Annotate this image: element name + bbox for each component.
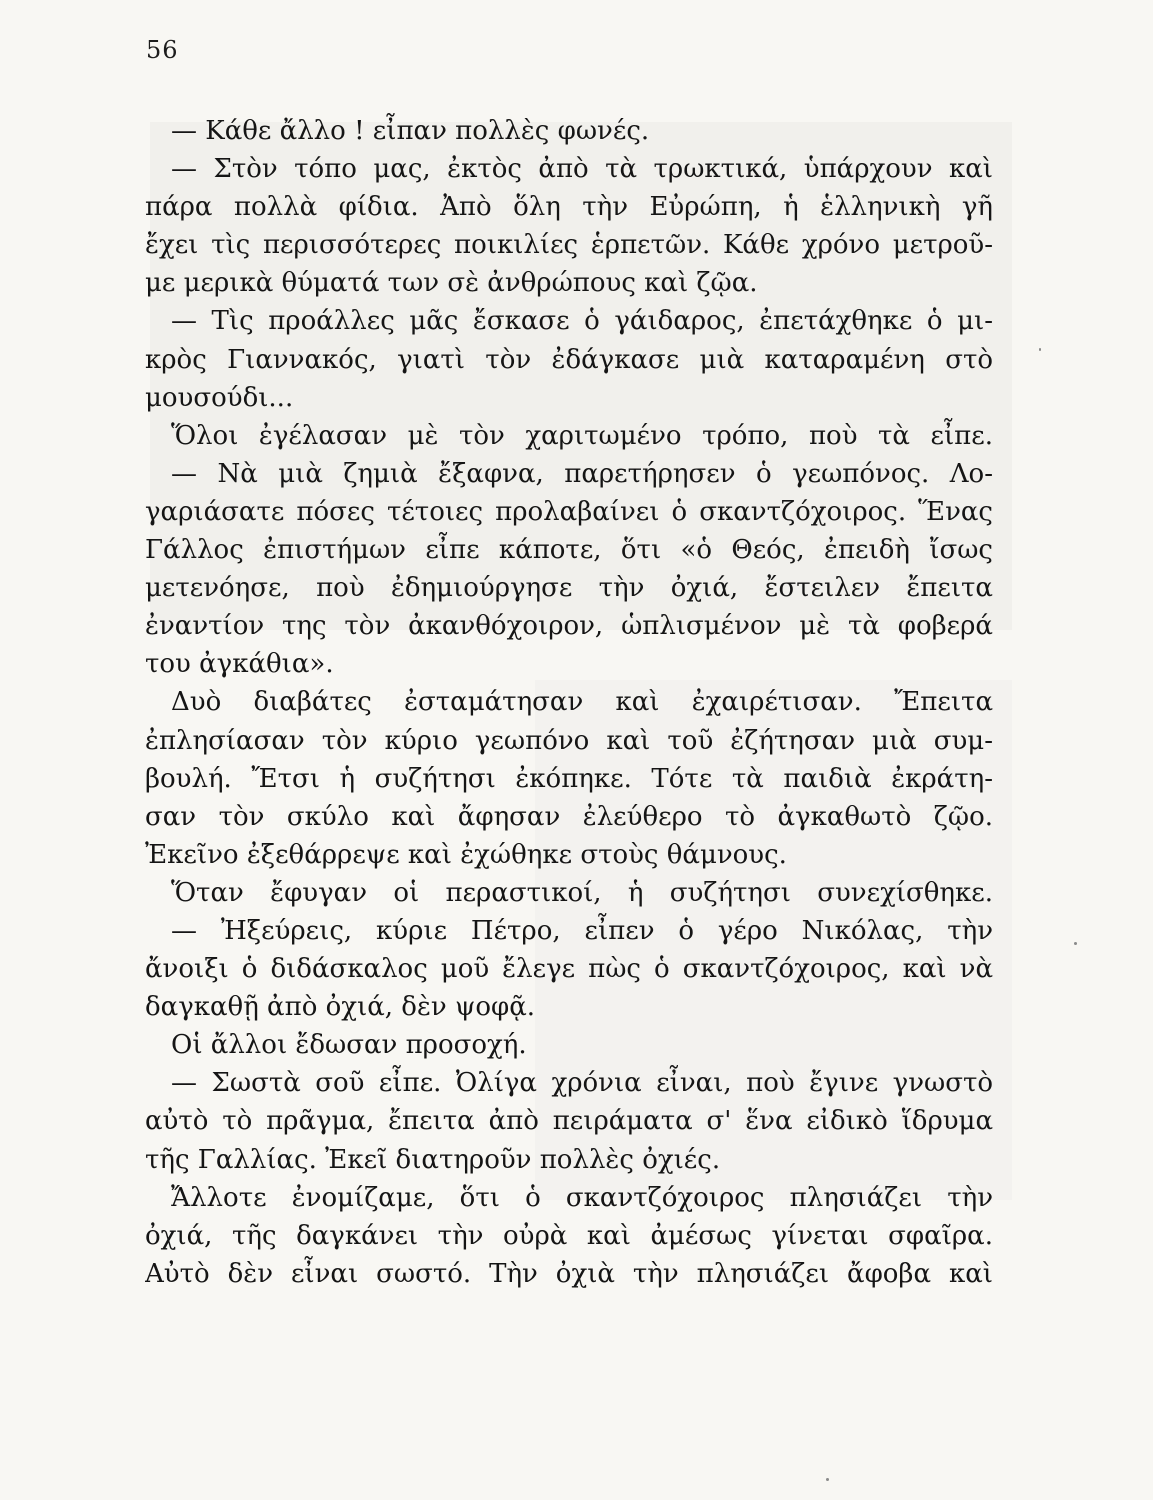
text-line: Ὅλοι ἐγέλασαν μὲ τὸν χαριτωμένο τρόπο, ποὺ τὰ εἶπε.: [171, 420, 993, 451]
text-line: ὀχιά, τῆς δαγκάνει τὴν οὐρὰ καὶ ἀμέσως γίνεται σφαῖρα.: [145, 1220, 993, 1251]
text-line: γαριάσατε πόσες τέτοιες προλαβαίνει ὁ σκαντζόχοιρος. Ἕνας: [145, 496, 993, 527]
text-line: μετενόησε, ποὺ ἐδημιούργησε τὴν ὀχιά, ἔστειλεν ἔπειτα: [145, 573, 993, 604]
text-line: σαν τὸν σκύλο καὶ ἄφησαν ἐλεύθερο τὸ ἀγκαθωτὸ ζῷο.: [145, 801, 993, 832]
text-line: — Τὶς προάλλες μᾶς ἔσκασε ὁ γάιδαρος, ἐπετάχθηκε ὁ μι-: [171, 306, 993, 337]
text-line: Ἄλλοτε ἐνομίζαμε, ὅτι ὁ σκαντζόχοιρος πλησιάζει τὴν: [171, 1182, 993, 1213]
text-line: κρὸς Γιαννακός, γιατὶ τὸν ἐδάγκασε μιὰ καταραμένη στὸ: [145, 344, 993, 375]
stray-mark: [826, 1478, 829, 1481]
text-line: δαγκαθῇ ἀπὸ ὀχιά, δὲν ψοφᾷ.: [145, 992, 536, 1023]
stray-mark: [1039, 348, 1041, 351]
text-line: ἐναντίον της τὸν ἀκανθόχοιρον, ὡπλισμένον μὲ τὰ φοβερά: [145, 611, 993, 642]
text-line: Ἐκεῖνο ἐξεθάρρεψε καὶ ἐχώθηκε στοὺς θάμνους.: [145, 839, 787, 870]
body-text: [145, 112, 993, 1293]
text-line: ἄνοιξι ὁ διδάσκαλος μοῦ ἔλεγε πὼς ὁ σκαντζόχοιρος, καὶ νὰ: [145, 954, 993, 985]
text-line: — Νὰ μιὰ ζημιὰ ἔξαφνα, παρετήρησεν ὁ γεωπόνος. Λο-: [171, 458, 993, 489]
text-line: ἐπλησίασαν τὸν κύριο γεωπόνο καὶ τοῦ ἐζήτησαν μιὰ συμ-: [145, 725, 993, 756]
text-line: με μερικὰ θύματά των σὲ ἀνθρώπους καὶ ζῷα.: [145, 268, 758, 299]
text-line: Δυὸ διαβάτες ἐσταμάτησαν καὶ ἐχαιρέτισαν. Ἔπειτα: [171, 687, 993, 718]
text-line: βουλή. Ἔτσι ἡ συζήτησι ἐκόπηκε. Τότε τὰ παιδιὰ ἐκράτη-: [145, 763, 993, 794]
text-line: μουσούδι...: [145, 382, 294, 413]
text-line: — Κάθε ἄλλο ! εἶπαν πολλὲς φωνές.: [171, 116, 650, 146]
text-line: του ἀγκάθια».: [145, 649, 334, 680]
text-line: — Ἠξεύρεις, κύριε Πέτρο, εἶπεν ὁ γέρο Νικόλας, τὴν: [171, 915, 993, 946]
text-line: — Σωστὰ σοῦ εἶπε. Ὀλίγα χρόνια εἶναι, ποὺ ἔγινε γνωστὸ: [171, 1068, 993, 1099]
text-line: — Στὸν τόπο μας, ἐκτὸς ἀπὸ τὰ τρωκτικά, ὑπάρχουν καὶ: [171, 154, 993, 185]
text-line: Αὐτὸ δὲν εἶναι σωστό. Τὴν ὀχιὰ τὴν πλησιάζει ἄφοβα καὶ: [145, 1258, 993, 1289]
text-line: Ὅταν ἔφυγαν οἱ περαστικοί, ἡ συζήτησι συνεχίσθηκε.: [171, 877, 993, 908]
stray-mark: [1074, 942, 1077, 945]
text-line: πάρα πολλὰ φίδια. Ἀπὸ ὅλη τὴν Εὐρώπη, ἡ ἑλληνικὴ γῆ: [145, 192, 993, 223]
text-line: Οἱ ἄλλοι ἔδωσαν προσοχή.: [171, 1030, 527, 1061]
text-line: Γάλλος ἐπιστήμων εἶπε κάποτε, ὅτι «ὁ Θεός, ἐπειδὴ ἴσως: [145, 535, 993, 566]
text-line: τῆς Γαλλίας. Ἐκεῖ διατηροῦν πολλὲς ὀχιές.: [145, 1144, 721, 1175]
text-line: ἔχει τὶς περισσότερες ποικιλίες ἑρπετῶν. Κάθε χρόνο μετροῦ-: [145, 230, 993, 261]
page-number: 56: [146, 36, 179, 64]
text-line: αὐτὸ τὸ πρᾶγμα, ἔπειτα ἀπὸ πειράματα σ' ἕνα εἰδικὸ ἵδρυμα: [145, 1106, 993, 1137]
